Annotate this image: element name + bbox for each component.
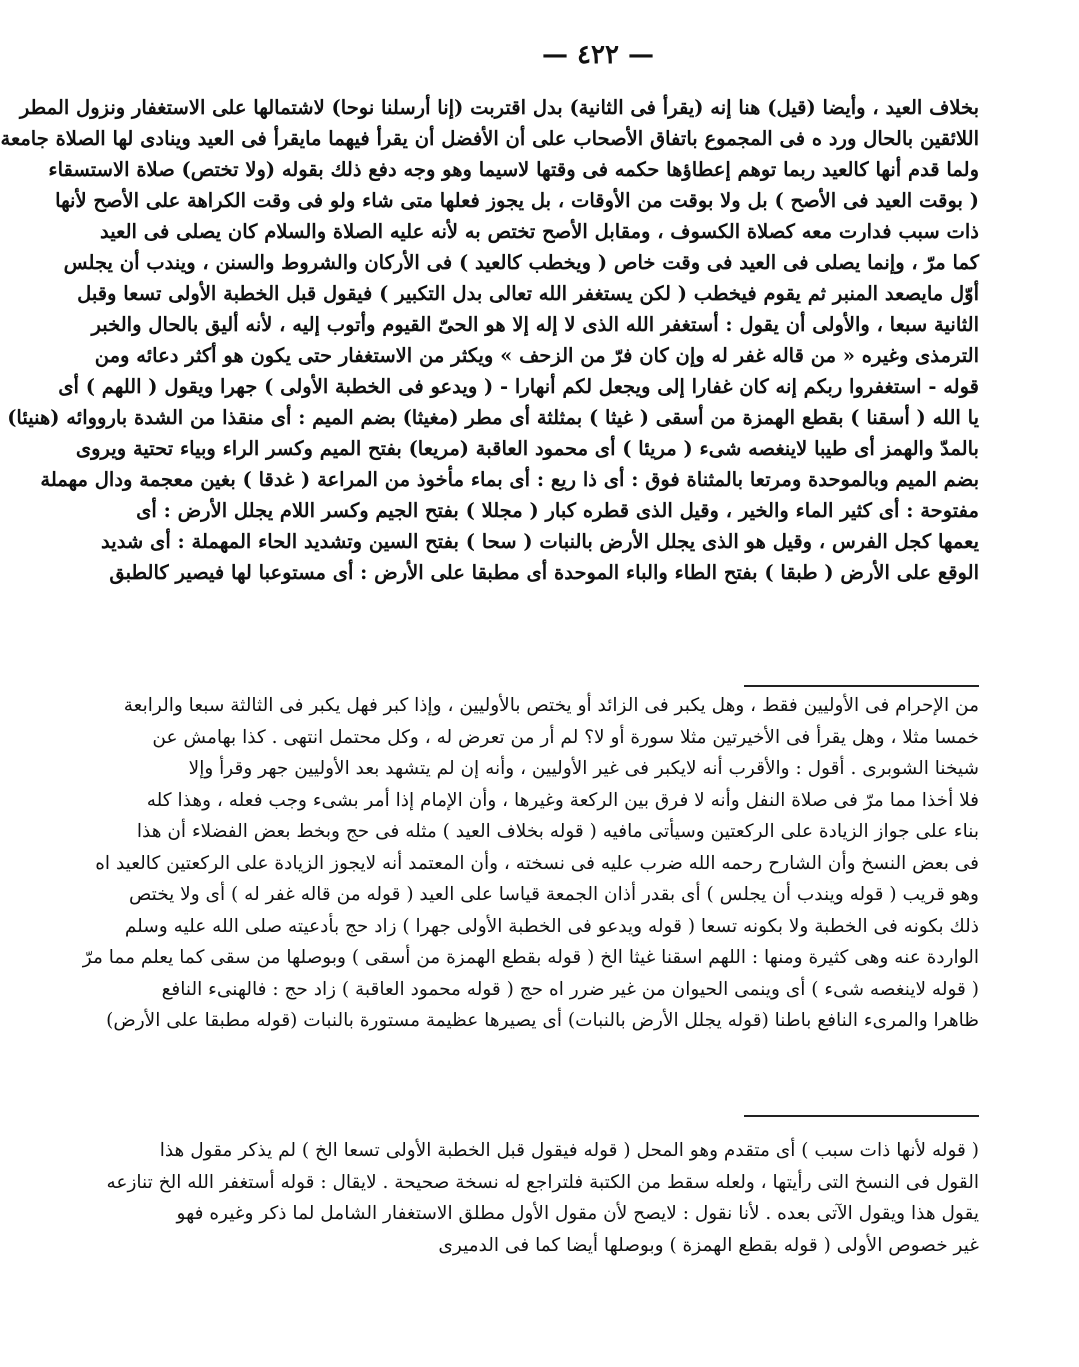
secondary-commentary [106,1135,979,1261]
main-text-line: الثانية سبعا ، والأولى أن يقول : أستغفر الله الذى لا إله إلا هو الحىّ القيوم وأتوب إليه ، لأنه أليق بالحال والخبر [91,313,979,336]
main-text-line: يا الله ( أسقنا ) بقطع الهمزة من أسقى ( غيثا ) بمثلثة أى مطر (مغيثا) بضم الميم : أى منقذا من الشدة بارووائه (هنيئا) [7,406,979,429]
commentary-line: وهو قريب ( قوله ويندب أن يجلس ) أى بقدر أذان الجمعة قياسا على العيد ( قوله من قاله غفر له ) أى ولا يختص [128,884,979,905]
main-text-line: كما مرّ ، وإنما يصلى فى العيد فى وقت خاص ( ويخطب كالعيد ) فى الأركان والشروط والسنن ، ويندب أن يجلس [63,251,979,274]
secondary-commentary-line: ( قوله لأنها ذات سبب ) أى متقدم وهو المحل ( قوله فيقول قبل الخطبة الأولى تسعا الخ ) لم يذكر مقول هذا [159,1140,979,1161]
main-text-line: قوله - استغفروا ربكم إنه كان غفارا إلى ويجعل لكم أنهارا - ( ويدعو فى الخطبة الأولى ) جهرا ويقول ( اللهم ) أى [58,375,979,398]
commentary-line: الواردة عنه وهى كثيرة ومنها : اللهم اسقنا غيثا الخ ( قوله بقطع الهمزة من أسقى ) وبوصلها من سقى كما يعلم مما مرّ [82,947,979,968]
commentary-line: من الإحرام فى الأوليين فقط ، وهل يكبر فى الزائد أو يختص بالأوليين ، وإذا كبر فهل يكبر فى الثالثة سبعا والرابعة [123,695,979,716]
main-text-line: ذات سبب فدارت معه كصلاة الكسوف ، ومقابل الأصح تختص به لأنه عليه الصلاة والسلام كان يصلى فى العيد [100,220,979,243]
secondary-commentary-line: غير خصوص الأولى ( قوله بقطع الهمزة ) وبوصلها أيضا كما فى الدميرى [438,1234,979,1256]
commentary-line: ظاهرا والمرىء النافع باطنا (قوله يجلل الأرض بالنبات) أى يصيرها عظيمة مستورة بالنبات (قوله مطبقا على الأرض) [106,1010,979,1031]
main-text-line: الترمذى وغيره « من قاله غفر له وإن كان فرّ من الزحف » ويكثر من الاستغفار حتى يكون هو أكثر دعائه ومن [94,344,979,367]
commentary-line: ذلك بكونه فى الخطبة ولا بكونه تسعا ( قوله ويدعو فى الخطبة الأولى جهرا ) زاد حج بأدعيته صلى الله عليه وسلم [124,915,979,937]
commentary-line: خمسا مثلا ، وهل يقرأ فى الأخيرتين مثلا سورة أو لا؟ لم أر من تعرض له ، وكل محتمل انتهى . كذا بهامش عن [152,726,979,748]
commentary-line: فى بعض النسخ وأن الشارح رحمه الله ضرب عليه فى نسخته ، وأن المعتمد أنه لايجوز الزيادة على الركعتين كالعيد اه [95,852,979,874]
commentary-line: بناء على جواز الزيادة على الركعتين وسيأتى مافيه ( قوله بخلاف العيد ) مثله فى حج وبخط بعض الفضلاء أن هذا [136,821,979,842]
commentary-line: فلا أخذا مما مرّ فى صلاة النفل وأنه لا فرق بين الركعة وغيرها ، وأن الإمام إذا أمر بشىء وجب فعله ، وهذا كله [146,789,979,811]
main-text-line: بخلاف العيد ، وأيضا (قيل) هنا إنه (يقرأ فى الثانية) بدل اقتربت (إنا أرسلنا نوحا) لاشتمالها على الاستغفار ونزول المطر [19,96,979,119]
main-text [0,92,979,588]
secondary-commentary-line: يقول هذا ويقول الآتى بعده . لأنا نقول : لايصح لأن مقول الأول مطلق الاستغفار الشامل لما ذكر وغيره فهو [176,1203,979,1224]
main-text-line: أوّل مايصعد المنبر ثم يقوم فيخطب ( لكن يستغفر الله تعالى بدل التكبير ) فيقول قبل الخطبة الأولى تسعا وقبل [77,282,979,305]
main-text-line: الوقع على الأرض ( طبقا ) بفتح الطاء والباء الموحدة أى مطبقا على الأرض : أى مستوعبا لها فيصير كالطبق [109,561,979,584]
main-text-line: بالمدّ والهمز أى طيبا لاينغصه شىء ( مريئا ) أى محمود العاقبة (مريعا) بفتح الميم وكسر الراء وبياء تحتية ويروى [75,437,979,460]
footnote-divider [744,1115,979,1117]
main-text-line: يعمها كجل الفرس ، وقيل هو الذى يجلل الأرض بالنبات ( سحا ) بفتح السين وتشديد الحاء المهملة : أى شديد [101,530,979,553]
commentary-line: شيخنا الشوبرى . أقول : والأقرب أنه لايكبر فى غير الأوليين ، وأنه إن لم يتشهد بعد الأوليين جهر وقرأ وإلا [188,758,979,779]
main-text-line: بضم الميم وبالموحدة ومرتعا بالمثناة فوق : أى ذا ريع : أى بماء مأخوذ من المراعة ( غدقا ) بغين معجمة ودال مهملة [40,468,979,491]
commentary-text [82,690,979,1037]
secondary-commentary-line: القول فى النسخ التى رأيتها ، ولعله سقط من الكتبة فلتراجع له نسخة صحيحة . لايقال : قوله أستغفر الله الخ تنازعه [106,1171,979,1193]
page-number: — ٤٢٢ — [541,40,655,70]
main-text-line: اللائقين بالحال ورد ه فى المجموع باتفاق الأصحاب على أن الأفضل أن يقرأ فيهما مايقرأ فى العيد وينادى لها الصلاة جامعة [0,127,979,150]
main-text-line: ( بوقت العيد فى الأصح ) بل ولا بوقت من الأوقات ، بل يجوز فعلها متى شاء ولو فى وقت الكراهة على الأصح لأنها [55,189,979,212]
main-text-line: مفتوحة : أى كثير الماء والخير ، وقيل الذى قطره كبار ( مجللا ) بفتح الجيم وكسر اللام يجلل الأرض : أى [136,499,979,522]
main-text-line: ولما قدم أنها كالعيد ربما توهم إعطاؤها حكمه فى وقتها لاسيما وهو وجه دفع ذلك بقوله (ولا تختص) صلاة الاستسقاء [48,158,979,181]
commentary-line: ( قوله لاينغصه شىء ) أى وينمى الحيوان من غير ضرر اه حج ( قوله محمود العاقبة ) زاد حج : فالهنىء النافع [161,978,979,1000]
footnote-divider [744,685,979,687]
